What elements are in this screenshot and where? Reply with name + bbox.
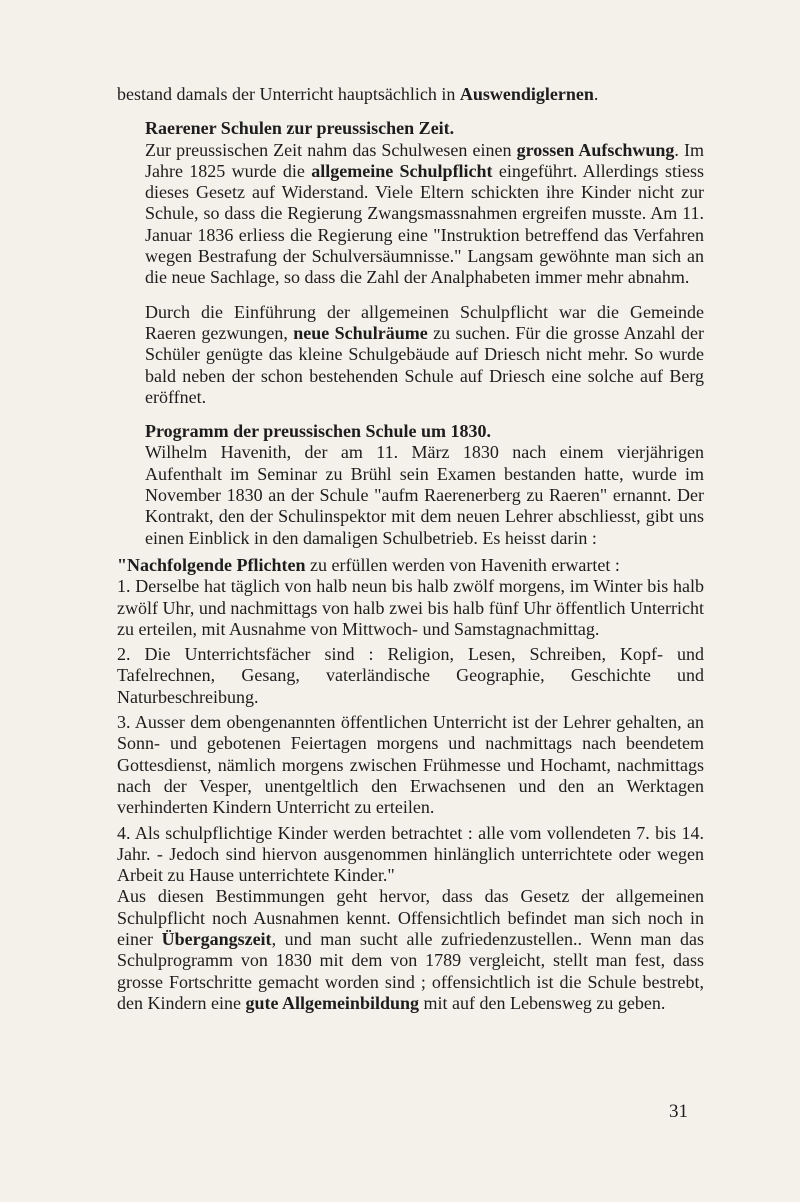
emphasis: neue Schulräume (293, 322, 428, 343)
emphasis: "Nachfolgende Pflichten (117, 554, 306, 575)
page-body (117, 84, 704, 1014)
page-number: 31 (669, 1101, 688, 1122)
emphasis: Auswendiglernen (459, 84, 594, 104)
emphasis: Übergangszeit (161, 928, 272, 949)
list-item-2: 2. Die Unterrichtsfächer sind : Religion, Lesen, Schreiben, Kopf- und Tafelrechnen, Gesang, vaterländische Geographie, Geschichte und Naturbeschreibung. (117, 644, 704, 707)
list-item-3: 3. Ausser dem obengenannten öffentlichen Unterricht ist der Lehrer gehalten, an Sonn- und gebotenen Feiertagen morgens und nachmittags nach beendetem Gottesdienst, nämlich morgens zwischen Frühmesse und Hochamt, nachmittags nach der Vesper, unentgeltlich den Erwachsenen und den an Werktagen verhinderten Kindern Unterricht zu erteilen. (117, 712, 704, 818)
paragraph-preussische-zeit: Zur preussischen Zeit nahm das Schulwesen einen grossen Aufschwung. Im Jahre 1825 wurde die allgemeine Schulpflicht eingeführt. Allerdings stiess dieses Gesetz auf Widerstand. Viele Eltern schickten ihre Kinder nicht zur Schule, so dass die Regierung Zwangsmassnahmen ergreifen musste. Am 11. Januar 1836 erliess die Regierung eine "Instruktion betreffend das Verfahren wegen Bestrafung der Schulversäumnisse." Langsam gewöhnte man sich an die neue Sachlage, so dass die Zahl der Analphabeten immer mehr abnahm. (145, 139, 704, 288)
section-heading-schulen: Raerener Schulen zur preussischen Zeit. (145, 118, 455, 139)
list-item-1: 1. Derselbe hat täglich von halb neun bis halb zwölf morgens, im Winter bis halb zwölf Uhr, und nachmittags von halb zwei bis halb fünf Uhr öffentlich Unterricht zu erteilen, mit Ausnahme von Mittwoch- und Samstagnachmittag. (117, 576, 704, 639)
paragraph-schluss: Aus diesen Bestimmungen geht hervor, dass das Gesetz der allgemeinen Schulpflicht noch Ausnahmen kennt. Offensichtlich befindet man sich noch in einer Übergangszeit, und man sucht alle zufriedenzustellen.. Wenn man das Schulprogramm von 1830 mit dem von 1789 vergleicht, stellt man fest, dass grosse Fortschritte gemacht worden sind ; offensichtlich ist die Schule bestrebt, den Kindern eine gute Allgemeinbildung mit auf den Lebensweg zu geben. (117, 886, 704, 1013)
emphasis: allgemeine Schulpflicht (311, 160, 493, 181)
paragraph-havenith: Wilhelm Havenith, der am 11. März 1830 nach einem vierjährigen Aufenthalt im Seminar zu Brühl sein Examen bestanden hatte, wurde im November 1830 an der Schule "aufm Raerenerberg zu Raeren" ernannt. Der Kontrakt, den der Schulinspektor mit dem neuen Lehrer abschliesst, gibt uns einen Einblick in den damaligen Schulbetrieb. Es heisst darin : (145, 442, 704, 548)
paragraph-einfuehrung: Durch die Einführung der allgemeinen Schulpflicht war die Gemeinde Raeren gezwungen, neue Schulräume zu suchen. Für die grosse Anzahl der Schüler genügte das kleine Schulgebäude auf Driesch nicht mehr. So wurde bald neben der schon bestehenden Schule auf Driesch eine solche auf Berg eröffnet. (145, 301, 704, 407)
list-item-4: 4. Als schulpflichtige Kinder werden betrachtet : alle vom vollendeten 7. bis 14. Jahr. - Jedoch sind hiervon ausgenommen hinlänglich unterrichtete oder wegen Arbeit zu Hause unterrichtete Kinder." (117, 822, 704, 886)
paragraph-pflichten: "Nachfolgende Pflichten zu erfüllen werden von Havenith erwartet : (117, 554, 620, 575)
section-heading-programm: Programm der preussischen Schule um 1830. (145, 421, 492, 442)
paragraph-intro: bestand damals der Unterricht hauptsächlich in Auswendiglernen. (117, 84, 599, 104)
emphasis: grossen Aufschwung (516, 139, 675, 160)
emphasis: gute Allgemeinbildung (245, 992, 419, 1013)
